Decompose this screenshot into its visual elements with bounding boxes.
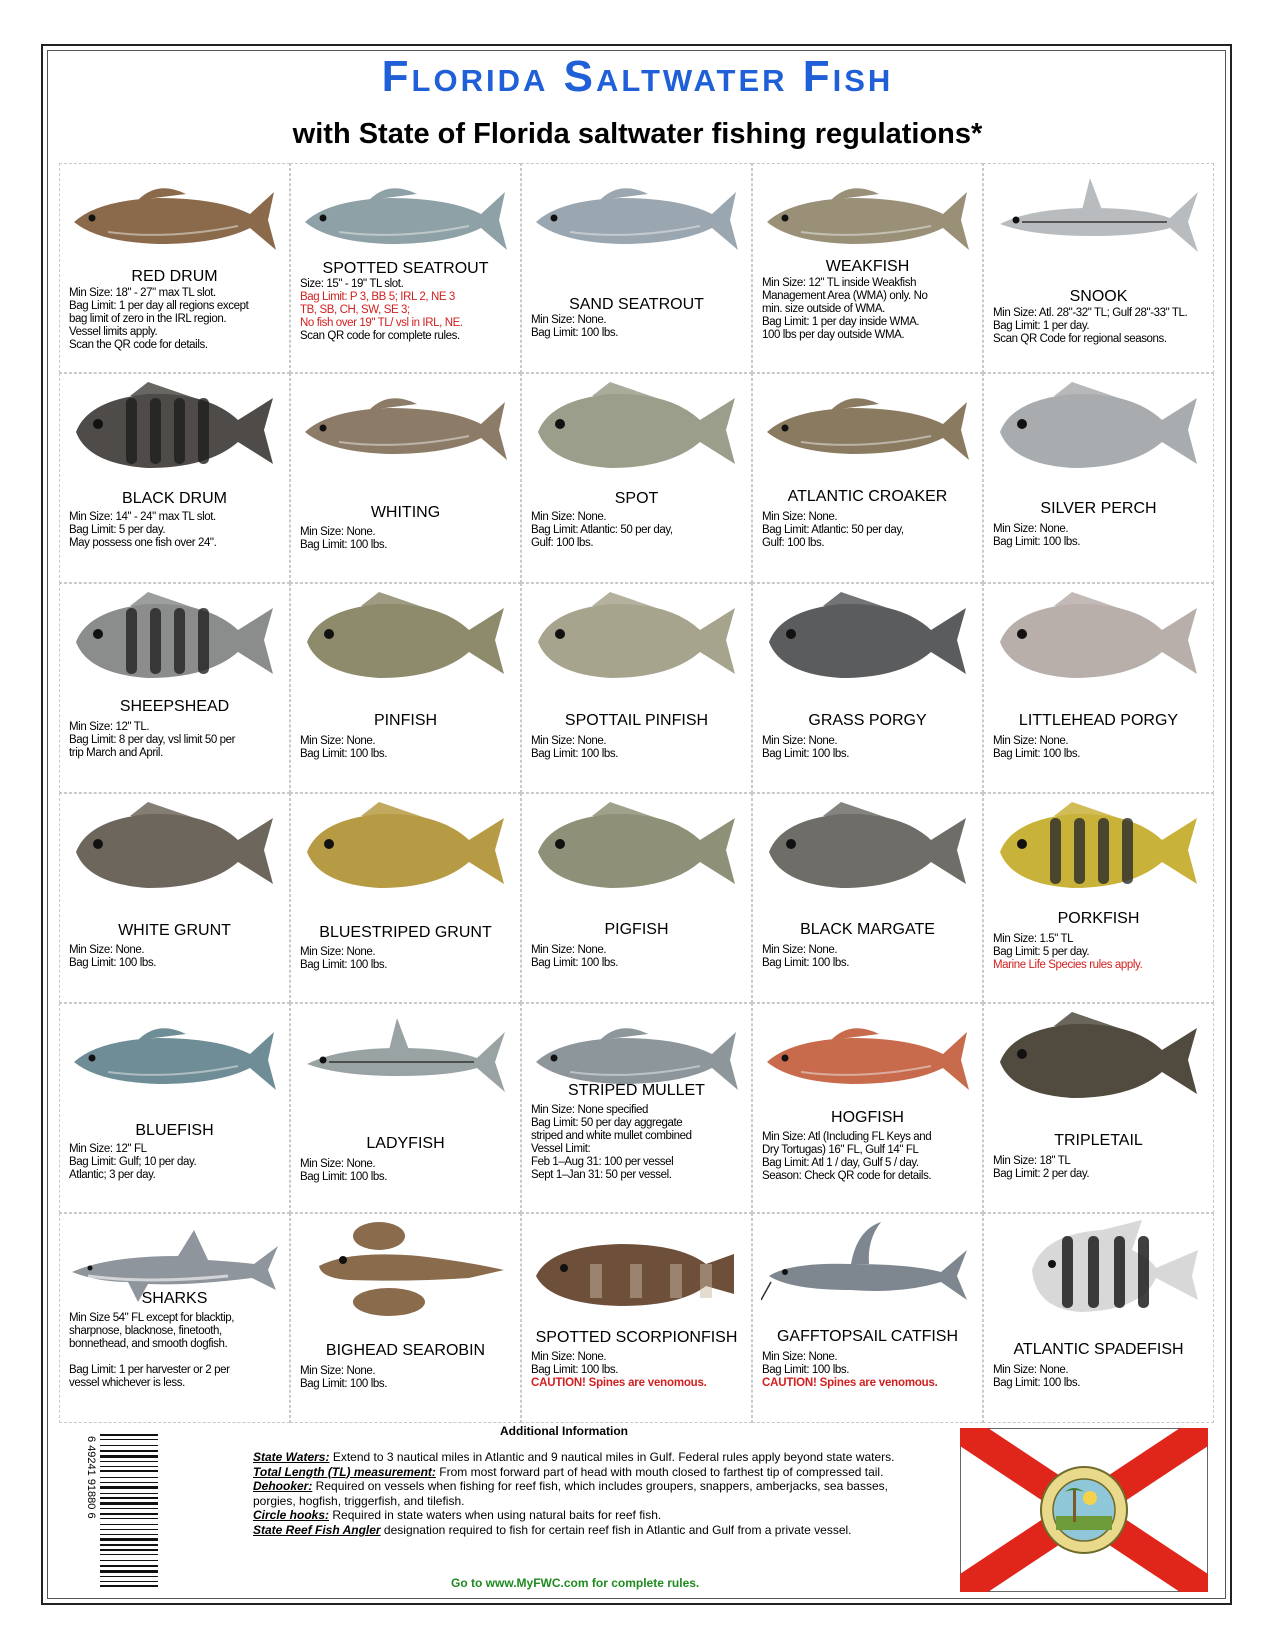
regulation-line: May possess one fish over 24". <box>69 537 217 549</box>
fish-name: SHEEPSHEAD <box>119 698 230 715</box>
regulation-line: Min Size: None. <box>531 735 607 747</box>
fish-regulations <box>762 735 976 761</box>
additional-info-text <box>253 1450 913 1538</box>
fish-name: BLACK DRUM <box>122 490 227 507</box>
fish-card <box>752 1003 983 1213</box>
info-term: Dehooker: <box>253 1479 313 1494</box>
regulation-line: Min Size: None. <box>993 523 1069 535</box>
fish-card <box>521 163 752 373</box>
fish-illustration <box>68 380 281 476</box>
fish-name: LADYFISH <box>366 1135 445 1152</box>
fish-card <box>983 163 1214 373</box>
regulation-line: Size: 15" - 19" TL slot. <box>300 278 404 290</box>
fish-regulations <box>762 1351 976 1390</box>
regulation-line: Marine Life Species rules apply. <box>993 959 1143 971</box>
regulation-line: Bag Limit: Atlantic: 50 per day, <box>762 524 904 536</box>
fish-card <box>521 1213 752 1423</box>
regulation-line: Min Size: 12" TL. <box>69 721 150 733</box>
fish-regulations <box>762 1131 976 1183</box>
regulation-line: Min Size: None. <box>762 511 838 523</box>
info-term: Circle hooks: <box>253 1508 330 1523</box>
fish-card <box>983 373 1214 583</box>
fish-regulations <box>300 735 514 761</box>
regulation-line: Bag Limit: 1 per day all regions except <box>69 300 249 312</box>
fish-card <box>983 583 1214 793</box>
fish-name: STRIPED MULLET <box>568 1082 705 1099</box>
fish-name: PORKFISH <box>1057 910 1140 927</box>
regulation-line: Bag Limit: Atlantic: 50 per day, <box>531 524 673 536</box>
fish-regulations <box>531 314 745 340</box>
fish-name: SAND SEATROUT <box>569 296 704 313</box>
fish-illustration <box>530 1220 743 1316</box>
regulation-line: Bag Limit: 100 lbs. <box>69 957 157 969</box>
regulation-line: CAUTION! Spines are venomous. <box>531 1377 707 1389</box>
regulation-line: Bag Limit: 5 per day. <box>69 524 166 536</box>
regulation-line: Min Size: Atl. 28"-32" TL; Gulf 28"-33" TL. <box>993 307 1188 319</box>
regulation-line: sharpnose, blacknose, finetooth, <box>69 1325 222 1337</box>
regulation-line: Min Size: None specified <box>531 1104 648 1116</box>
regulation-line: bonnethead, and smooth dogfish. <box>69 1338 228 1350</box>
regulation-line: striped and white mullet combined <box>531 1130 692 1142</box>
fish-card <box>290 793 521 1003</box>
fish-name: PIGFISH <box>604 921 669 938</box>
fish-regulations <box>762 277 976 342</box>
fish-illustration <box>299 380 512 476</box>
fish-name: TRIPLETAIL <box>1054 1132 1143 1149</box>
fish-illustration <box>299 170 512 266</box>
fish-regulations <box>762 511 976 550</box>
regulation-line: Min Size: None. <box>531 511 607 523</box>
fish-regulations <box>531 944 745 970</box>
fish-regulations <box>69 1143 283 1182</box>
additional-info-heading: Additional Information <box>500 1424 628 1438</box>
fish-regulations <box>69 287 283 352</box>
fish-name: BLUEFISH <box>135 1122 214 1139</box>
fish-regulations <box>993 307 1207 346</box>
fish-card <box>983 1213 1214 1423</box>
fish-card <box>521 1003 752 1213</box>
fish-name: SPOTTED SCORPIONFISH <box>535 1329 738 1346</box>
fish-name: LITTLEHEAD PORGY <box>1018 712 1179 729</box>
barcode-number: 6 49241 91880 6 <box>85 1436 97 1519</box>
fish-card <box>521 793 752 1003</box>
regulation-line: Bag Limit: Atl 1 / day, Gulf 5 / day. <box>762 1157 919 1169</box>
fish-regulations <box>69 1312 283 1390</box>
regulation-line: Bag Limit: 100 lbs. <box>993 748 1081 760</box>
fish-name: HOGFISH <box>831 1109 904 1126</box>
regulation-line: Bag Limit: 1 per harvester or 2 per <box>69 1364 230 1376</box>
fish-card <box>59 373 290 583</box>
fish-regulations <box>69 721 283 760</box>
fish-illustration <box>68 1010 281 1106</box>
regulation-line: Min Size: 14" - 24" max TL slot. <box>69 511 216 523</box>
regulation-line: Bag Limit: 100 lbs. <box>762 748 850 760</box>
regulation-line <box>69 1351 283 1364</box>
fish-regulations <box>993 1155 1207 1181</box>
fish-regulations <box>993 523 1207 549</box>
regulation-line: Scan QR Code for regional seasons. <box>993 333 1167 345</box>
fish-illustration <box>68 590 281 686</box>
regulation-line: Min Size: None. <box>531 314 607 326</box>
info-text: Required in state waters when using natural baits for reef fish. <box>329 1508 662 1523</box>
fish-regulations <box>300 278 514 343</box>
info-term: State Waters: <box>253 1450 330 1464</box>
regulation-line: Season: Check QR code for details. <box>762 1170 932 1182</box>
barcode <box>82 1432 162 1592</box>
fish-illustration <box>299 800 512 896</box>
fish-illustration <box>299 1220 512 1316</box>
fish-illustration <box>299 1010 512 1106</box>
fish-grid <box>59 163 1214 1423</box>
fish-card <box>983 793 1214 1003</box>
fish-name: SPOTTAIL PINFISH <box>564 712 709 729</box>
regulation-line: Vessel Limit: <box>531 1143 591 1155</box>
fish-illustration <box>761 590 974 686</box>
fish-card <box>59 793 290 1003</box>
page-subtitle: with State of Florida saltwater fishing regulations* <box>292 118 983 150</box>
fish-name: SNOOK <box>1069 288 1128 305</box>
fish-illustration <box>992 800 1205 896</box>
fish-illustration <box>761 800 974 896</box>
regulation-line: Min Size: None. <box>531 1351 607 1363</box>
fish-regulations <box>531 1104 745 1182</box>
regulation-line: 100 lbs per day outside WMA. <box>762 329 905 341</box>
regulation-line: Min Size: 12" FL <box>69 1143 147 1155</box>
regulation-line: Gulf: 100 lbs. <box>762 537 825 549</box>
info-text: Required on vessels when fishing for reef fish, which includes groupers, snappers, amberjacks, sea basses, porgies, hogfish, triggerfish, and tilefish. <box>253 1479 888 1508</box>
regulation-line: Bag Limit: P 3, BB 5; IRL 2, NE 3 <box>300 291 455 303</box>
regulation-line: trip March and April. <box>69 747 163 759</box>
regulation-line: Min Size: None. <box>300 735 376 747</box>
regulation-line: Feb 1–Aug 31: 100 per vessel <box>531 1156 674 1168</box>
regulation-line: Bag Limit: 100 lbs. <box>993 1377 1081 1389</box>
regulation-line: Min Size: None. <box>993 735 1069 747</box>
regulation-line: Min Size: None. <box>993 1364 1069 1376</box>
fish-regulations <box>531 1351 745 1390</box>
regulation-line: Min Size: None. <box>762 1351 838 1363</box>
fish-name: PINFISH <box>373 712 438 729</box>
additional-info-item <box>253 1523 913 1538</box>
regulation-line: Bag Limit: 100 lbs. <box>300 1171 388 1183</box>
additional-info-item <box>253 1479 913 1508</box>
fish-illustration <box>299 590 512 686</box>
fish-name: WHITE GRUNT <box>118 922 231 939</box>
fish-card <box>290 163 521 373</box>
regulation-line: Bag Limit: 50 per day aggregate <box>531 1117 683 1129</box>
regulation-line: Bag Limit: 2 per day. <box>993 1168 1090 1180</box>
fish-card <box>521 373 752 583</box>
fish-card <box>290 1213 521 1423</box>
fish-regulations <box>993 735 1207 761</box>
fish-regulations <box>300 526 514 552</box>
regulation-line: vessel whichever is less. <box>69 1377 185 1389</box>
info-term: State Reef Fish Angler <box>253 1522 381 1537</box>
fish-name: GRASS PORGY <box>808 712 927 729</box>
regulation-line: Management Area (WMA) only. No <box>762 290 928 302</box>
fish-regulations <box>993 1364 1207 1390</box>
state-seal <box>1041 1467 1127 1553</box>
fish-illustration <box>761 170 974 266</box>
fish-regulations <box>300 1365 514 1391</box>
regulation-line: Bag Limit: 1 per day. <box>993 320 1090 332</box>
fish-illustration <box>992 590 1205 686</box>
fish-illustration <box>68 800 281 896</box>
regulation-line: Min Size 54" FL except for blacktip, <box>69 1312 235 1324</box>
regulation-line: min. size outside of WMA. <box>762 303 885 315</box>
fish-illustration <box>530 380 743 476</box>
regulation-line: Min Size: 12" TL inside Weakfish <box>762 277 917 289</box>
regulation-line: Min Size: None. <box>300 1365 376 1377</box>
fish-name: ATLANTIC SPADEFISH <box>1013 1341 1184 1358</box>
fish-regulations <box>69 944 283 970</box>
regulation-line: Dry Tortugas) 16" FL, Gulf 14" FL <box>762 1144 919 1156</box>
fish-illustration <box>530 800 743 896</box>
fish-name: GAFFTOPSAIL CATFISH <box>776 1328 959 1345</box>
fish-name: BLACK MARGATE <box>800 921 935 938</box>
fish-name: BIGHEAD SEAROBIN <box>325 1342 486 1359</box>
fish-illustration <box>761 1010 974 1106</box>
regulation-line: Bag Limit: 100 lbs. <box>531 1364 619 1376</box>
fish-illustration <box>761 380 974 476</box>
fish-name: WEAKFISH <box>825 258 910 275</box>
fish-regulations <box>762 944 976 970</box>
fish-illustration <box>992 170 1205 266</box>
regulation-line: Bag Limit: 100 lbs. <box>531 327 619 339</box>
info-term: Total Length (TL) measurement: <box>253 1464 436 1479</box>
info-text: designation required to fish for certain reef fish in Atlantic and Gulf from a private vessel. <box>380 1522 852 1537</box>
regulation-line: Min Size: 18" TL <box>993 1155 1071 1167</box>
fish-card <box>290 373 521 583</box>
florida-flag <box>960 1428 1208 1592</box>
fish-regulations <box>531 511 745 550</box>
fish-name: SPOTTED SEATROUT <box>322 260 489 277</box>
regulation-line: Bag Limit: 1 per day inside WMA. <box>762 316 920 328</box>
regulation-line: Min Size: Atl (Including FL Keys and <box>762 1131 932 1143</box>
additional-info-item <box>253 1465 913 1480</box>
regulation-line: Scan QR code for complete rules. <box>300 330 460 342</box>
regulation-line: Bag Limit: Gulf; 10 per day. <box>69 1156 197 1168</box>
fish-name: WHITING <box>370 504 441 521</box>
fish-regulations <box>300 1158 514 1184</box>
regulation-line: bag limit of zero in the IRL region. <box>69 313 227 325</box>
fish-regulations <box>993 933 1207 972</box>
regulation-line: Vessel limits apply. <box>69 326 158 338</box>
website-note: Go to www.MyFWC.com for complete rules. <box>451 1576 700 1590</box>
additional-info-item <box>253 1450 913 1465</box>
regulation-line: Bag Limit: 100 lbs. <box>993 536 1081 548</box>
regulation-line: Sept 1–Jan 31: 50 per vessel. <box>531 1169 672 1181</box>
regulation-line: Min Size: None. <box>762 944 838 956</box>
fish-illustration <box>68 170 281 266</box>
fish-illustration <box>761 1220 974 1316</box>
regulation-line: Min Size: None. <box>300 1158 376 1170</box>
fish-card <box>59 1213 290 1423</box>
info-text: Extend to 3 nautical miles in Atlantic and 9 nautical miles in Gulf. Federal rules apply beyond state waters. <box>329 1450 895 1464</box>
regulation-line: Bag Limit: 100 lbs. <box>300 539 388 551</box>
regulation-line: Min Size: None. <box>69 944 145 956</box>
additional-info-item <box>253 1508 913 1523</box>
fish-regulations <box>300 946 514 972</box>
fish-name: RED DRUM <box>131 268 218 285</box>
fish-card <box>290 1003 521 1213</box>
regulation-line: Min Size: None. <box>300 946 376 958</box>
fish-card <box>59 163 290 373</box>
info-text: From most forward part of head with mouth closed to farthest tip of compressed tail. <box>435 1464 884 1479</box>
regulation-line: Min Size: None. <box>762 735 838 747</box>
fish-name: SHARKS <box>141 1290 208 1307</box>
fish-illustration <box>992 1010 1205 1106</box>
regulation-line: Min Size: None. <box>300 526 376 538</box>
regulation-line: Gulf: 100 lbs. <box>531 537 594 549</box>
fish-card <box>59 583 290 793</box>
fish-regulations <box>69 511 283 550</box>
regulation-line: Bag Limit: 100 lbs. <box>300 1378 388 1390</box>
regulation-line: Bag Limit: 100 lbs. <box>300 959 388 971</box>
regulation-line: Bag Limit: 100 lbs. <box>531 957 619 969</box>
fish-name: SILVER PERCH <box>1040 500 1157 517</box>
fish-illustration <box>530 590 743 686</box>
fish-card <box>752 793 983 1003</box>
fish-name: SPOT <box>614 490 659 507</box>
fish-card <box>521 583 752 793</box>
fish-card <box>752 1213 983 1423</box>
regulation-line: Bag Limit: 100 lbs. <box>762 1364 850 1376</box>
fish-illustration <box>992 380 1205 476</box>
fish-card <box>752 163 983 373</box>
regulation-line: Min Size: 18" - 27" max TL slot. <box>69 287 216 299</box>
regulation-line: TB, SB, CH, SW, SE 3; <box>300 304 410 316</box>
fish-name: ATLANTIC CROAKER <box>787 488 948 505</box>
fish-card <box>752 583 983 793</box>
fish-card <box>59 1003 290 1213</box>
regulation-line: Scan the QR code for details. <box>69 339 208 351</box>
regulation-line: CAUTION! Spines are venomous. <box>762 1377 938 1389</box>
regulation-line: Bag Limit: 100 lbs. <box>762 957 850 969</box>
page-title: Florida Saltwater Fish <box>381 52 894 101</box>
regulation-line: Bag Limit: 8 per day, vsl limit 50 per <box>69 734 236 746</box>
regulation-line: Bag Limit: 100 lbs. <box>531 748 619 760</box>
regulation-line: Min Size: 1.5" TL <box>993 933 1074 945</box>
fish-card <box>983 1003 1214 1213</box>
regulation-line: Bag Limit: 100 lbs. <box>300 748 388 760</box>
regulation-line: Min Size: None. <box>531 944 607 956</box>
fish-regulations <box>531 735 745 761</box>
fish-card <box>290 583 521 793</box>
regulation-line: Bag Limit: 5 per day. <box>993 946 1090 958</box>
fish-card <box>752 373 983 583</box>
fish-illustration <box>992 1220 1205 1316</box>
regulation-line: No fish over 19" TL/ vsl in IRL, NE. <box>300 317 463 329</box>
fish-name: BLUESTRIPED GRUNT <box>319 924 492 941</box>
regulation-line: Atlantic; 3 per day. <box>69 1169 156 1181</box>
fish-illustration <box>530 170 743 266</box>
